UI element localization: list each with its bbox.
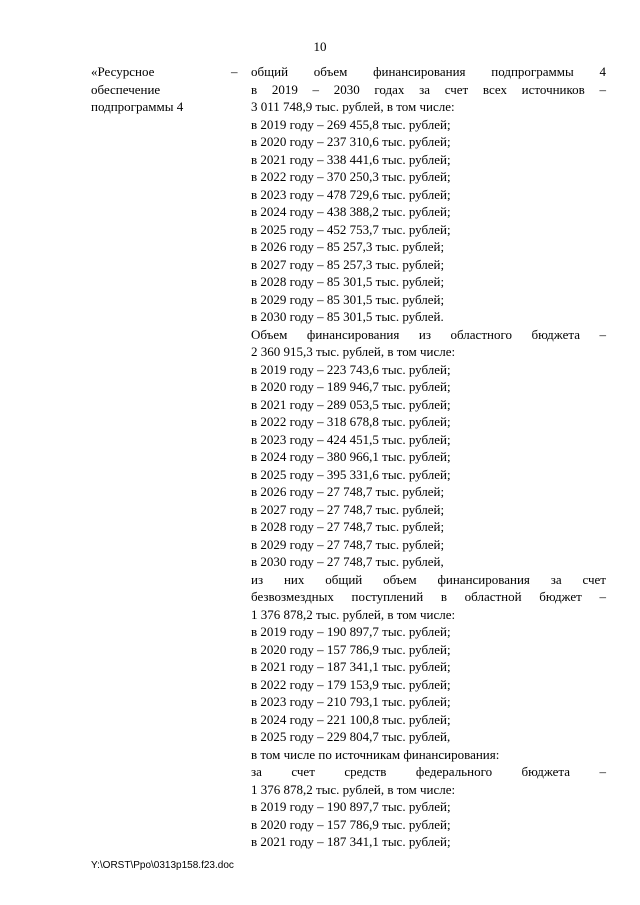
content-line: в 2024 году – 380 966,1 тыс. рублей;	[251, 449, 451, 464]
content-line: Объем финансирования из областного бюджета –	[251, 326, 606, 342]
content-line: в 2028 году – 85 301,5 тыс. рублей;	[251, 274, 445, 289]
content-line: в 2020 году – 157 786,9 тыс. рублей;	[251, 816, 451, 832]
document-path: Y:\ORST\Ppo\0313p158.f23.doc	[91, 860, 234, 871]
page-number: 10	[313, 39, 327, 54]
content-line: безвозмездных поступлений в областной бюджет –	[251, 589, 606, 604]
content-line: в 2022 году – 370 250,3 тыс. рублей;	[251, 169, 451, 184]
row-label-line: «Ресурсное	[91, 64, 155, 79]
content-line: в 2021 году – 338 441,6 тыс. рублей;	[251, 151, 451, 167]
row-label-line: подпрограммы 4	[91, 99, 184, 114]
content-line: в 2019 – 2030 годах за счет всех источников –	[251, 81, 606, 97]
content-line: в 2021 году – 289 053,5 тыс. рублей;	[251, 396, 451, 412]
content-line: в 2019 году – 223 743,6 тыс. рублей;	[251, 361, 451, 377]
content-line: в 2024 году – 438 388,2 тыс. рублей;	[251, 204, 451, 219]
content-line: в 2027 году – 27 748,7 тыс. рублей;	[251, 501, 445, 517]
content-line: 1 376 878,2 тыс. рублей, в том числе:	[251, 606, 456, 622]
content-line: в 2029 году – 27 748,7 тыс. рублей;	[251, 536, 445, 552]
content-line: в 2020 году – 237 310,6 тыс. рублей;	[251, 134, 451, 149]
content-line: в 2030 году – 27 748,7 тыс. рублей,	[251, 554, 444, 569]
content-line: в 2025 году – 395 331,6 тыс. рублей;	[251, 466, 451, 482]
content-line: в 2020 году – 157 786,9 тыс. рублей;	[251, 641, 451, 657]
content-line: 3 011 748,9 тыс. рублей, в том числе:	[251, 99, 455, 114]
content-line: общий объем финансирования подпрограммы 4	[251, 64, 606, 79]
content-line: в 2023 году – 424 451,5 тыс. рублей;	[251, 431, 451, 447]
content-line: 1 376 878,2 тыс. рублей, в том числе:	[251, 781, 456, 797]
content-line: в 2019 году – 190 897,7 тыс. рублей;	[251, 624, 451, 639]
content-line: в 2021 году – 187 341,1 тыс. рублей;	[251, 834, 451, 849]
content-line: в 2027 году – 85 257,3 тыс. рублей;	[251, 256, 445, 272]
content-line: в 2022 году – 318 678,8 тыс. рублей;	[251, 414, 451, 429]
content-line: из них общий объем финансирования за счет	[251, 571, 606, 587]
content-line: в 2021 году – 187 341,1 тыс. рублей;	[251, 659, 451, 674]
content-line: в 2020 году – 189 946,7 тыс. рублей;	[251, 379, 451, 394]
content-line: в 2019 году – 190 897,7 тыс. рублей;	[251, 799, 451, 814]
content-line: в том числе по источникам финансирования:	[251, 746, 500, 762]
content-line: в 2028 году – 27 748,7 тыс. рублей;	[251, 519, 445, 534]
content-line: в 2030 году – 85 301,5 тыс. рублей.	[251, 309, 444, 324]
row-label-line: обеспечение	[91, 81, 161, 97]
row-content	[251, 63, 606, 851]
content-line: в 2024 году – 221 100,8 тыс. рублей;	[251, 711, 451, 727]
content-line: в 2023 году – 478 729,6 тыс. рублей;	[251, 186, 451, 202]
content-line: в 2029 году – 85 301,5 тыс. рублей;	[251, 291, 445, 307]
content-line: в 2022 году – 179 153,9 тыс. рублей;	[251, 676, 451, 692]
content-line: 2 360 915,3 тыс. рублей, в том числе:	[251, 344, 456, 359]
content-line: в 2025 году – 452 753,7 тыс. рублей;	[251, 221, 451, 237]
content-line: в 2026 году – 85 257,3 тыс. рублей;	[251, 239, 445, 254]
content-line: в 2019 году – 269 455,8 тыс. рублей;	[251, 116, 451, 132]
row-dash: –	[231, 64, 238, 79]
content-line: за счет средств федерального бюджета –	[251, 764, 606, 779]
content-line: в 2026 году – 27 748,7 тыс. рублей;	[251, 484, 445, 499]
content-line: в 2025 году – 229 804,7 тыс. рублей,	[251, 729, 451, 744]
row-label	[91, 63, 226, 116]
content-line: в 2023 году – 210 793,1 тыс. рублей;	[251, 694, 451, 709]
